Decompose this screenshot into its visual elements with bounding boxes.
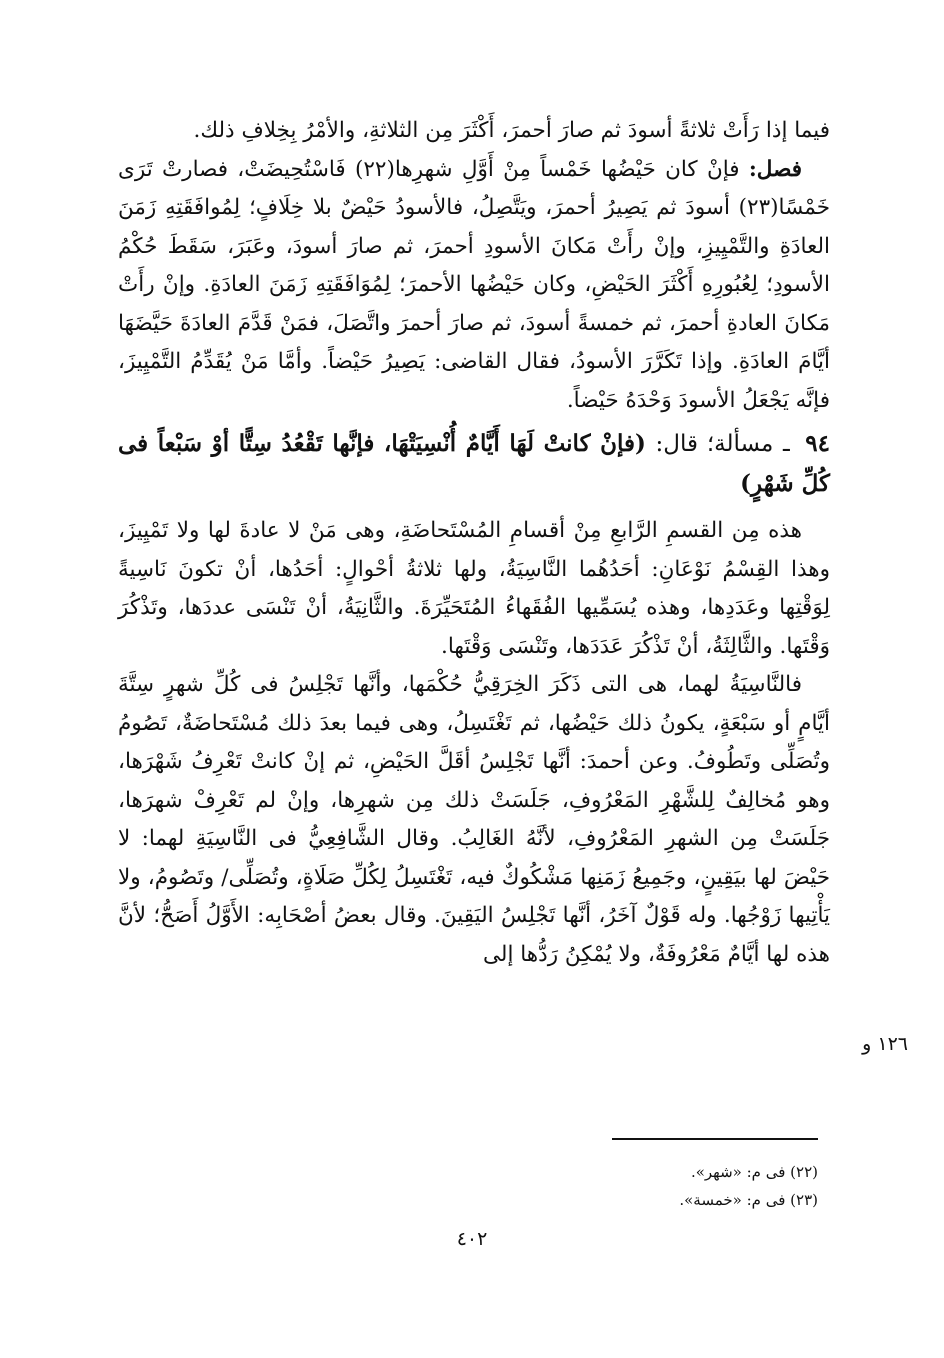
fasl-lead-word: فصل: [748, 156, 802, 182]
paragraph-nasiya: فالنَّاسِيَةُ لهما، هى التى ذَكَرَ الخِرَقِيُّ حُكْمَها، وأنَّها تَجْلِسُ فى كُلِّ شهرٍ سِتَّةَ أيَّامٍ أو سَبْعَةٍ، يكونُ ذلك حَيْضُها، ثم تَغْتَسِلُ، وهى فيما بعدَ ذلك مُسْتَحاضَةٌ، تَصُومُ وتُصَلِّى وتَطُوفُ. وعن أحمدَ: أنَّها تَجْلِسُ أقَلَّ الحَيْضِ، ثم إنْ كانتْ تَعْرِفُ شَهْرَها، وهو مُخالِفٌ لِلشَّهْرِ المَعْرُوفِ، جَلَسَتْ ذلك مِن شهرِها، وإنْ لم تَعْرِفْ شهرَها، جَلَسَتْ مِن الشهرِ المَعْرُوفِ، لأنَّهُ الغَالِبُ. وقال الشَّافِعِيُّ فى النَّاسِيَةِ لهما: لا حَيْضَ لها بيَقِينٍ، وجَمِيعُ زَمَنِها مَشْكُوكٌ فيه، تَغْتَسِلُ لِكُلِّ صَلَاةٍ، وتُصَلِّى/ وتَصُومُ، ولا يَأْتِيها زَوْجُها. وله قَوْلٌ آخَرُ، أنَّها تَجْلِسُ اليَقِينَ. وقال بعضُ أصْحَابِه: الأَوَّلُ أَصَحُّ؛ لأنَّ هذه لها أيَّامٌ مَعْرُوفَةٌ، ولا يُمْكِنُ رَدُّها إلى [118, 672, 830, 967]
footnotes [540, 1158, 818, 1214]
paragraph-fasl [118, 151, 830, 421]
paragraph-division: هذه مِن القسمِ الرَّابعِ مِنْ أقسامِ المُسْتَحاضَةِ، وهى مَنْ لا عادةَ لها ولا تَمْيِيزَ، وهذا القِسْمُ نَوْعَانِ: أحَدُهُما النَّاسِيَةُ، ولها ثلاثةُ أحْوالٍ: أحَدُها، أنْ تكونَ نَاسِيةً لِوَقْتِها وعَدَدِها، وهذه يُسَمِّيها الفُقَهاءُ المُتَحَيِّرَةَ. والثَّانِيَةُ، أنْ تَنْسَى عددَها، وتَذْكُرَ وَقْتَها. والثَّالِثَةُ، أنْ تَذْكُرَ عَدَدَها، وتَنْسَى وَقْتَها. [118, 518, 830, 659]
fasl-text: فإنْ كان حَيْضُها خَمْساً مِنْ أَوَّلِ شهرِها(٢٢) فَاسْتُحِيضَتْ، فصارتْ تَرَى خَمْسًا(٢٣) أسودَ ثم يَصِيرُ أحمرَ، ويَتَّصِلُ، فالأسودُ حَيْضٌ بلا خِلَافٍ؛ لِمُوافَقَتِهِ زَمَنَ العادَةِ والتَّمْيِيزِ، وإنْ رأَتْ مَكانَ الأسودِ أحمرَ، ثم صارَ أسودَ، وعَبَرَ، سَقَطَ حُكْمُ الأسودِ؛ لِعُبُورِهِ أَكْثَرَ الحَيْضِ، وكان حَيْضُها الأحمرَ؛ لِمُوَافَقَتِهِ زَمَنَ العادَةِ. وإنْ رأَتْ مَكانَ العادةِ أحمرَ، ثم خمسةً أسودَ، ثم صارَ أحمرَ واتَّصَلَ، فمَنْ قَدَّمَ العادَةَ حَيَّضَهَا أيَّامَ العادَةِ. وإذا تَكَرَّرَ الأسودُ، فقال القاضى: يَصِيرُ حَيْضاً. وأمَّا مَنْ يُقَدِّمُ التَّمْيِيزَ، فإنَّه يَجْعَلُ الأسودَ وَحْدَهُ حَيْضاً. [118, 156, 830, 413]
masala-heading [118, 424, 830, 504]
masala-dash: ـ [782, 431, 790, 457]
page-number: ٤٠٢ [456, 1228, 488, 1250]
main-text-block [118, 112, 830, 974]
footnote-22: (٢٢) فى م: «شهر». [690, 1163, 818, 1181]
masala-label: مسألة؛ قال: [655, 431, 774, 457]
masala-number: ٩٤ [805, 430, 830, 457]
paragraph-continuation: فيما إذا رَأَتْ ثلاثةً أسودَ ثم صارَ أحمرَ، أَكْثَرَ مِن الثلاثةِ، والأمْرُ بِخِلافِ ذلك. [193, 118, 830, 143]
masala-quote: (فإنْ كانتْ لَهَا أَيَّامٌ أُنْسِيَتْهَا، فإنَّها تَقْعُدُ سِتًّا أوْ سَبْعاً فى كُلِّ شَهْرٍ) [118, 430, 830, 497]
manuscript-folio-note: ١٢٦ و [862, 1033, 908, 1055]
footnote-23: (٢٣) فى م: «خمسة». [679, 1191, 818, 1209]
footnote-separator [612, 1138, 818, 1140]
